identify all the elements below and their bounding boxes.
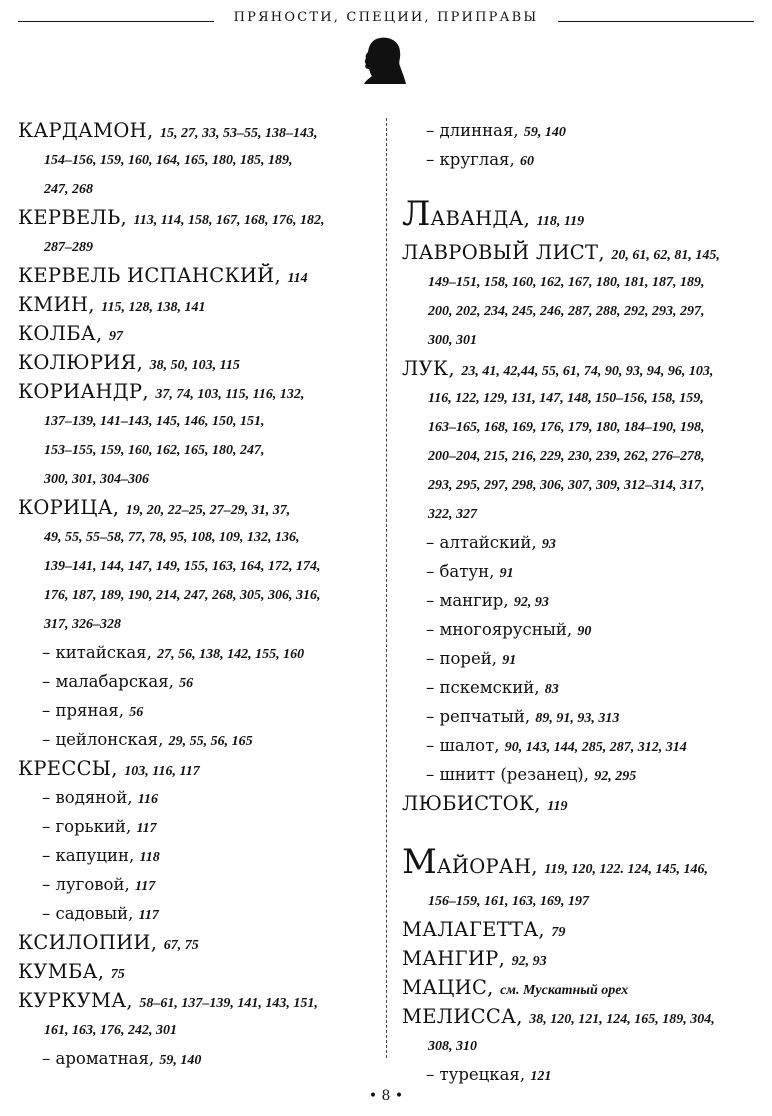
entry-pages-continued — [18, 435, 378, 464]
column-divider — [386, 118, 387, 1058]
subentry-pages: 116 — [137, 792, 158, 807]
entry-pages-continued — [402, 383, 758, 412]
entry-pages: 154–156, 159, 160, 164, 165, 180, 185, 189, — [44, 153, 293, 168]
index-entry-mayoran: МАЙОРАН, 119, 120, 122. 124, 145, 146, — [402, 842, 709, 882]
subentry-label: – круглая — [426, 150, 510, 169]
subentry-label: – шалот — [426, 736, 495, 755]
entry-line: КОРИАНДР, 37, 74, 103, 115, 116, 132, — [18, 380, 305, 403]
entry-heading: КОЛБА — [18, 322, 96, 345]
entry-pages: 49, 55, 55–58, 77, 78, 95, 108, 109, 132, 136, — [44, 530, 300, 545]
subentry-pages: 91 — [499, 566, 514, 581]
entry-pages: 67, 75 — [163, 938, 199, 953]
entry-pages: 37, 74, 103, 115, 116, 132, — [155, 387, 305, 402]
subentry-label: – алтайский — [426, 533, 532, 552]
entry-line: КОРИЦА, 19, 20, 22–25, 27–29, 31, 37, — [18, 496, 291, 519]
entry-line: КСИЛОПИИ, 67, 75 — [18, 931, 199, 954]
subentry-label: – пряная — [42, 701, 119, 720]
entry-heading: МЕЛИССА — [402, 1005, 517, 1028]
entry-pages-continued — [402, 1031, 758, 1060]
entry-pages: 23, 41, 42,44, 55, 61, 74, 90, 93, 94, 96, 103, — [461, 364, 714, 379]
subentry-pages: 92, 295 — [594, 769, 637, 784]
subentry-label: – китайская — [42, 643, 147, 662]
subentry-pages: 90 — [577, 624, 592, 639]
subentry: – репчатый, 89, 91, 93, 313 — [426, 707, 620, 726]
entry-heading: КЕРВЕЛЬ — [18, 206, 121, 229]
entry-pages: 322, 327 — [428, 507, 477, 522]
index-entry — [18, 928, 378, 957]
subentry-label: – горький — [42, 817, 126, 836]
entry-heading: ЛЮБИСТОК — [402, 792, 535, 815]
subentry-pages: 118 — [139, 850, 160, 865]
index-entry — [18, 754, 378, 928]
entry-heading: КУМБА — [18, 960, 98, 983]
entry-pages: 200, 202, 234, 245, 246, 287, 288, 292, 293, 297, — [428, 304, 705, 319]
entry-pages: 119, 120, 122. 124, 145, 146, — [544, 862, 709, 877]
header-title: ПРЯНОСТИ, СПЕЦИИ, ПРИПРАВЫ — [233, 10, 539, 25]
entry-pages: 116, 122, 129, 131, 147, 148, 150–156, 158, 159, — [428, 391, 704, 406]
subentry: – турецкая, 121 — [426, 1065, 552, 1084]
subentry: – мангир, 92, 93 — [426, 591, 549, 610]
subentry-pages: 121 — [530, 1069, 552, 1084]
index-entry — [402, 915, 758, 944]
subentry: – круглая, 60 — [426, 150, 534, 169]
index-entry — [18, 319, 378, 348]
entry-pages-continued — [18, 145, 378, 174]
entry-heading: КОЛЮРИЯ — [18, 351, 137, 374]
index-entry — [402, 1002, 758, 1089]
subentry-label: – турецкая — [426, 1065, 520, 1084]
entry-line: КМИН, 115, 128, 138, 141 — [18, 293, 206, 316]
subentry-pages: 56 — [179, 676, 194, 691]
entry-heading: КОРИАНДР — [18, 380, 143, 403]
index-entry — [18, 203, 378, 261]
entry-pages: 92, 93 — [511, 954, 547, 969]
entry-line: КУМБА, 75 — [18, 960, 125, 983]
index-entry — [18, 116, 378, 203]
subentry-pages: 60 — [519, 154, 534, 169]
subentry: – батун, 91 — [426, 562, 514, 581]
profile-silhouette-icon — [360, 36, 406, 84]
entry-pages-continued — [402, 267, 758, 296]
entry-pages-continued — [402, 325, 758, 354]
entry-heading: КРЕССЫ — [18, 757, 112, 780]
subentry-pages: 117 — [136, 821, 157, 836]
subentry-label: – луговой — [42, 875, 125, 894]
index-entry — [18, 261, 378, 290]
subentry: – порей, 91 — [426, 649, 517, 668]
entry-line: МАЦИС, см. Мускатный орех — [402, 976, 629, 999]
drop-letter: М — [402, 842, 437, 882]
subentry: – шнитт (резанец), 92, 295 — [426, 765, 637, 784]
entry-line: КЕРВЕЛЬ, 113, 114, 158, 167, 168, 176, 182, — [18, 206, 325, 229]
entry-heading: КЕРВЕЛЬ ИСПАНСКИЙ — [18, 264, 275, 287]
entry-pages-continued — [18, 522, 378, 551]
subentry-label: – капуцин — [42, 846, 129, 865]
entry-pages-continued — [402, 499, 758, 528]
entry-pages: 247, 268 — [44, 182, 93, 197]
entry-pages: 317, 326–328 — [44, 617, 121, 632]
subentry: – садовый, 117 — [42, 904, 159, 923]
index-entry — [18, 377, 378, 493]
entry-pages-continued — [402, 470, 758, 499]
subentry: – алтайский, 93 — [426, 533, 556, 552]
entry-line: МАНГИР, 92, 93 — [402, 947, 547, 970]
entry-pages-continued — [18, 551, 378, 580]
subentry-label: – пскемский — [426, 678, 535, 697]
subentry: – шалот, 90, 143, 144, 285, 287, 312, 314 — [426, 736, 687, 755]
entry-pages-continued — [18, 580, 378, 609]
entry-pages: 300, 301, 304–306 — [44, 472, 149, 487]
entry-heading: КУРКУМА — [18, 989, 127, 1012]
entry-pages: 20, 61, 62, 81, 145, — [611, 248, 720, 263]
index-entry — [18, 493, 378, 754]
entry-pages: 75 — [110, 967, 125, 982]
subentry: – луговой, 117 — [42, 875, 156, 894]
subentry-pages: 59, 140 — [159, 1053, 202, 1068]
entry-line: КРЕССЫ, 103, 116, 117 — [18, 757, 200, 780]
drop-letter: Л — [402, 194, 431, 234]
entry-pages: 293, 295, 297, 298, 306, 307, 309, 312–314, 317, — [428, 478, 705, 493]
subentry: – горький, 117 — [42, 817, 157, 836]
entry-pages-continued — [402, 296, 758, 325]
entry-pages: 15, 27, 33, 53–55, 138–143, — [159, 126, 318, 141]
entry-pages: 287–289 — [44, 240, 93, 255]
entry-pages: 118, 119 — [536, 214, 585, 229]
subentry: – пряная, 56 — [42, 701, 144, 720]
entry-line: КОЛБА, 97 — [18, 322, 123, 345]
entry-heading: КАРДАМОН — [18, 119, 147, 142]
index-entry-lavanda: ЛАВАНДА, 118, 119 — [402, 194, 585, 234]
entry-line: МАЛАГЕТТА, 79 — [402, 918, 566, 941]
entry-pages: 58–61, 137–139, 141, 143, 151, — [139, 996, 318, 1011]
subentry: – водяной, 116 — [42, 788, 158, 807]
index-column-left — [18, 116, 378, 1073]
entry-pages: 163–165, 168, 169, 176, 179, 180, 184–190, 198, — [428, 420, 705, 435]
entry-line: ЛУК, 23, 41, 42,44, 55, 61, 74, 90, 93, 94, 96, 103, — [402, 357, 714, 380]
subentry-label: – шнитт (резанец) — [426, 765, 584, 784]
entry-pages-continued — [18, 232, 378, 261]
subentry-label: – садовый — [42, 904, 129, 923]
entry-pages: 115, 128, 138, 141 — [101, 300, 206, 315]
entry-pages-continued — [402, 886, 758, 915]
entry-pages: 149–151, 158, 160, 162, 167, 180, 181, 187, 189, — [428, 275, 705, 290]
subentry-pages: 117 — [134, 879, 156, 894]
subentry: – малабарская, 56 — [42, 672, 194, 691]
entry-heading: ЛАВРОВЫЙ ЛИСТ — [402, 241, 599, 264]
subentry-pages: 90, 143, 144, 285, 287, 312, 314 — [504, 740, 687, 755]
entry-pages: 114 — [287, 271, 308, 286]
subentry-pages: 93 — [541, 537, 556, 552]
subentry: – ароматная, 59, 140 — [42, 1049, 202, 1068]
subentry-pages: 59, 140 — [523, 125, 566, 140]
subentry: – цейлонская, 29, 55, 56, 165 — [42, 730, 253, 749]
entry-heading: АЙОРАН — [436, 855, 532, 878]
entry-pages-continued — [18, 464, 378, 493]
entry-pages: 113, 114, 158, 167, 168, 176, 182, — [133, 213, 325, 228]
entry-pages: 308, 310 — [428, 1039, 477, 1054]
subentry-label: – цейлонская — [42, 730, 159, 749]
subentry-label: – ароматная — [42, 1049, 149, 1068]
entry-pages: 300, 301 — [428, 333, 477, 348]
entry-line: МЕЛИССА, 38, 120, 121, 124, 165, 189, 304, — [402, 1005, 715, 1028]
subentry-pages: 117 — [138, 908, 159, 923]
entry-pages: 200–204, 215, 216, 229, 230, 239, 262, 276–278, — [428, 449, 705, 464]
index-entry — [402, 973, 758, 1002]
index-entry — [18, 957, 378, 986]
entry-heading: КОРИЦА — [18, 496, 113, 519]
entry-heading: ЛУК — [402, 357, 449, 380]
entry-pages: 97 — [108, 329, 123, 344]
header-rule-right — [558, 21, 754, 22]
entry-line: ЛЮБИСТОК, 119 — [402, 792, 568, 815]
entry-pages: 103, 116, 117 — [124, 764, 200, 779]
entry-pages-continued — [18, 609, 378, 638]
entry-heading: МАЛАГЕТТА — [402, 918, 539, 941]
subentry-label: – репчатый — [426, 707, 525, 726]
header-rule-left — [18, 21, 214, 22]
entry-heading: КМИН — [18, 293, 89, 316]
subentry: – пскемский, 83 — [426, 678, 559, 697]
subentry-pages: 89, 91, 93, 313 — [535, 711, 620, 726]
entry-pages-continued — [18, 1015, 378, 1044]
entry-line: КЕРВЕЛЬ ИСПАНСКИЙ, 114 — [18, 264, 308, 287]
entry-pages: 19, 20, 22–25, 27–29, 31, 37, — [125, 503, 291, 518]
entry-pages: 176, 187, 189, 190, 214, 247, 268, 305, 306, 316, — [44, 588, 321, 603]
entry-heading: КСИЛОПИИ — [18, 931, 151, 954]
entry-heading: АВАНДА — [430, 207, 524, 230]
entry-pages-continued — [18, 174, 378, 203]
subentry-pages: 83 — [544, 682, 559, 697]
subentry-pages: 56 — [129, 705, 144, 720]
entry-pages: 38, 120, 121, 124, 165, 189, 304, — [529, 1012, 715, 1027]
index-entry — [18, 986, 378, 1073]
index-column-right — [402, 116, 758, 1089]
entry-pages-continued — [402, 412, 758, 441]
entry-heading: МАНГИР — [402, 947, 499, 970]
subentry-pages: 27, 56, 138, 142, 155, 160 — [157, 647, 305, 662]
entry-pages-continued — [402, 441, 758, 470]
entry-line: КАРДАМОН, 15, 27, 33, 53–55, 138–143, — [18, 119, 318, 142]
entry-pages-continued — [18, 406, 378, 435]
entry-pages: 139–141, 144, 147, 149, 155, 163, 164, 172, 174, — [44, 559, 321, 574]
subentry-label: – водяной — [42, 788, 128, 807]
page-number: • 8 • — [368, 1088, 404, 1104]
entry-pages: 119 — [547, 799, 568, 814]
subentry-label: – порей — [426, 649, 492, 668]
subentry-pages: 91 — [502, 653, 517, 668]
index-entry — [18, 290, 378, 319]
entry-pages: 156–159, 161, 163, 169, 197 — [428, 894, 589, 909]
subentry: – капуцин, 118 — [42, 846, 160, 865]
subentry-label: – многоярусный — [426, 620, 567, 639]
entry-pages: 137–139, 141–143, 145, 146, 150, 151, — [44, 414, 265, 429]
index-entry — [402, 238, 758, 354]
entry-pages: 38, 50, 103, 115 — [149, 358, 240, 373]
entry-line: ЛАВРОВЫЙ ЛИСТ, 20, 61, 62, 81, 145, — [402, 241, 720, 264]
subentry-label: – батун — [426, 562, 490, 581]
entry-pages: 153–155, 159, 160, 162, 165, 180, 247, — [44, 443, 265, 458]
subentry-label: – длинная — [426, 121, 514, 140]
entry-heading: МАЦИС — [402, 976, 488, 999]
subentry: – многоярусный, 90 — [426, 620, 592, 639]
subentry: – длинная, 59, 140 — [426, 121, 566, 140]
entry-pages: 161, 163, 176, 242, 301 — [44, 1023, 177, 1038]
index-entry — [402, 944, 758, 973]
subentry-pages: 92, 93 — [513, 595, 549, 610]
running-header — [0, 6, 772, 36]
subentry-pages: 29, 55, 56, 165 — [168, 734, 253, 749]
subentry-label: – малабарская — [42, 672, 169, 691]
subentry: – китайская, 27, 56, 138, 142, 155, 160 — [42, 643, 305, 662]
entry-line: КУРКУМА, 58–61, 137–139, 141, 143, 151, — [18, 989, 318, 1012]
subentry-label: – мангир — [426, 591, 504, 610]
index-entry — [402, 354, 758, 789]
entry-pages: 79 — [551, 925, 566, 940]
index-entry — [18, 348, 378, 377]
entry-line: КОЛЮРИЯ, 38, 50, 103, 115 — [18, 351, 240, 374]
see-reference: см. Мускатный орех — [500, 983, 629, 998]
index-entry — [402, 789, 758, 818]
